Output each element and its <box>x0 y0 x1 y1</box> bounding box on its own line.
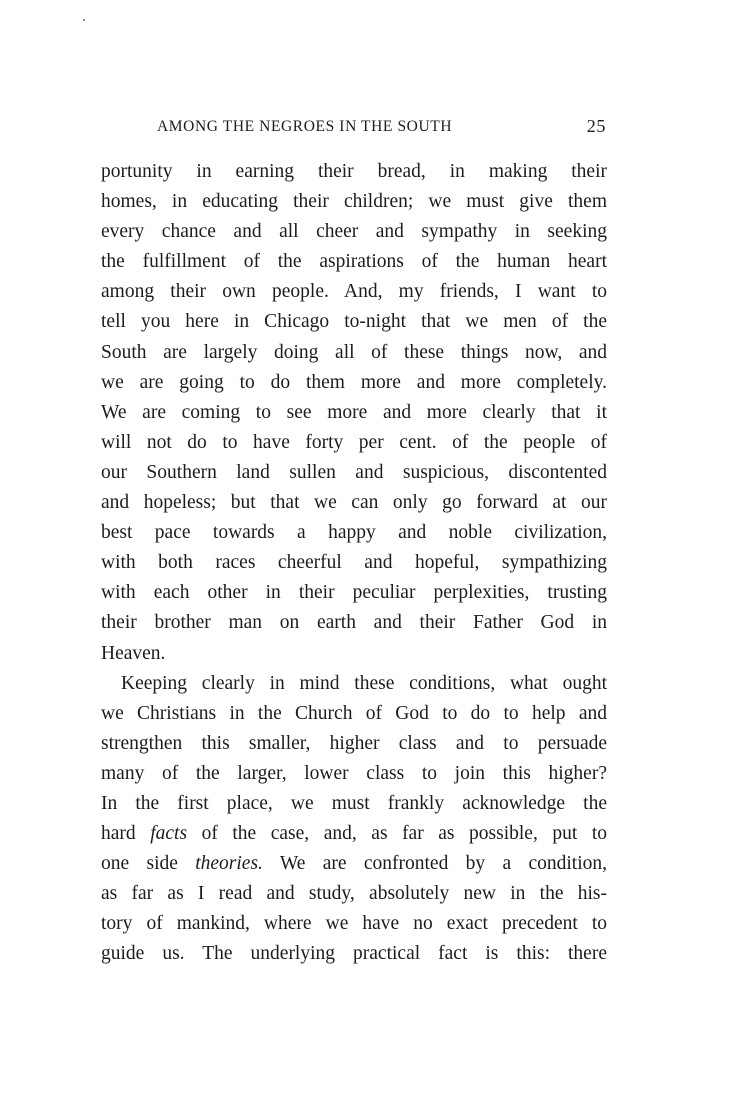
text-line: South are largely doing all of these things now, and <box>101 341 607 363</box>
running-head-title: AMONG THE NEGROES IN THE SOUTH <box>157 118 453 135</box>
paragraph-1 <box>101 157 607 669</box>
text-line: guide us. The underlying practical fact is this: there <box>101 943 607 965</box>
text-line: we are going to do them more and more completely. <box>101 371 607 393</box>
text-line: tell you here in Chicago to-night that we men of the <box>101 311 607 333</box>
text-line: tory of mankind, where we have no exact precedent to <box>101 913 607 935</box>
text-line: their brother man on earth and their Father God in <box>101 612 607 634</box>
paragraph-2 <box>101 669 607 970</box>
italic-text: theories. <box>195 853 263 875</box>
text-line: with both races cheerful and hopeful, sympathizing <box>101 552 607 574</box>
text-line: with each other in their peculiar perplexities, trusting <box>101 582 607 604</box>
text-segment: We are confronted by a condition, <box>279 853 607 875</box>
text-line: will not do to have forty per cent. of the people of <box>101 431 607 453</box>
text-line <box>101 819 607 849</box>
text-line: We are coming to see more and more clearly that it <box>101 401 607 423</box>
page-number: 25 <box>586 116 606 136</box>
italic-text: facts <box>150 823 188 845</box>
text-line <box>101 849 607 879</box>
text-line: we Christians in the Church of God to do to help and <box>101 702 607 724</box>
running-head <box>157 116 606 140</box>
text-line: In the first place, we must frankly acknowledge the <box>101 792 607 814</box>
text-line: as far as I read and study, absolutely new in the his- <box>101 883 607 905</box>
text-segment: one side <box>101 853 178 875</box>
text-segment: hard <box>101 823 136 845</box>
text-line: and hopeless; but that we can only go forward at our <box>101 492 607 514</box>
text-line: our Southern land sullen and suspicious, discontented <box>101 461 607 483</box>
text-line: homes, in educating their children; we must give them <box>101 191 607 213</box>
text-line: portunity in earning their bread, in making their <box>101 161 607 182</box>
text-line: strengthen this smaller, higher class and to persuade <box>101 732 607 754</box>
text-line: many of the larger, lower class to join this higher? <box>101 762 607 784</box>
text-line: among their own people. And, my friends, I want to <box>101 281 607 303</box>
text-line: best pace towards a happy and noble civilization, <box>101 522 607 544</box>
text-line: every chance and all cheer and sympathy in seeking <box>101 221 607 243</box>
text-line: Heaven. <box>101 642 166 664</box>
body-text <box>101 157 607 970</box>
page-speck <box>83 19 85 21</box>
text-line: the fulfillment of the aspirations of the human heart <box>101 251 607 273</box>
text-segment: of the case, and, as far as possible, put to <box>201 823 607 845</box>
text-line: Keeping clearly in mind these conditions, what ought <box>121 672 607 694</box>
